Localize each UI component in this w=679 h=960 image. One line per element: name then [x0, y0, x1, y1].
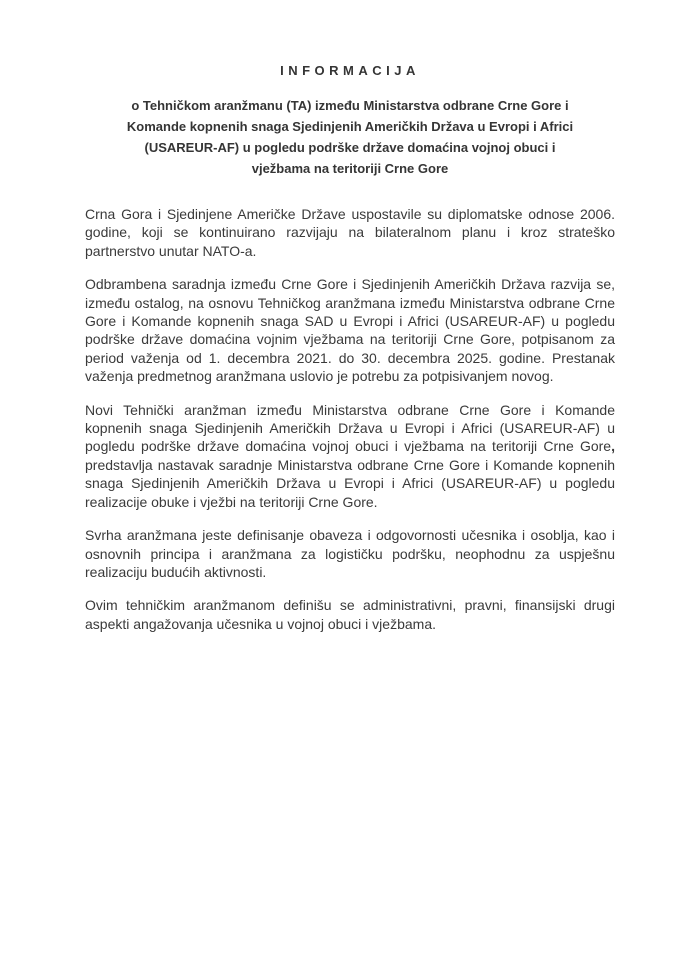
paragraph-defense-cooperation: Odbrambena saradnja između Crne Gore i Sjedinjenih Američkih Država razvija se, između ostalog, na osnovu Tehničkog aranžmana između Ministarstva odbrane Crne Gore i Komande kopnenih snaga SAD u Evropi i Africi (USAREUR-AF) u pogledu podrške države domaćina vojnim vježbama na teritoriji Crne Gore, potpisanom za period važenja od 1. decembra 2021. do 30. decembra 2025. godine. Prestanak važenja predmetnog aranžmana uslovio je potrebu za potpisivanjem novog. [85, 276, 615, 385]
subtitle-line-3: (USAREUR-AF) u pogledu podrške države domaćina vojnoj obuci i [144, 140, 556, 155]
paragraph-defined-aspects: Ovim tehničkim aranžmanom definišu se administrativni, pravni, finansijski drugi aspekti angažovanja učesnika u vojnoj obuci i vježbama. [85, 597, 615, 632]
subtitle-line-4: vježbama na teritoriji Crne Gore [251, 161, 449, 176]
paragraph-new-arrangement-continuation: predstavlja nastavak saradnje Ministarstva odbrane Crne Gore i Komande kopnenih snaga Sjedinjenih Američkih Država u Evropi i Africi (USAREUR-AF) u pogledu realizacije obuke i vježbi na teritoriji Crne Gore. [85, 456, 615, 510]
paragraph-new-arrangement [85, 401, 615, 511]
document-body [0, 205, 679, 633]
paragraph-purpose: Svrha aranžmana jeste definisanje obaveza i odgovornosti učesnika i osoblja, kao i osnovnih principa i aranžmana za logističku podršku, neophodnu za uspješnu realizaciju budućih aktivnosti. [85, 527, 615, 580]
document-subtitle [0, 95, 679, 179]
paragraph-new-arrangement-text: Novi Tehnički aranžman između Ministarstva odbrane Crne Gore i Komande kopnenih snaga Sjedinjenih Američkih Država u Evropi i Africi (USAREUR-AF) u pogledu podrške države domaćina vojnoj obuci i vježbama na teritoriji Crne Gore [85, 401, 615, 455]
subtitle-line-2: Komande kopnenih snaga Sjedinjenih Američkih Država u Evropi i Africi [126, 119, 574, 134]
document-title: INFORMACIJA [280, 63, 420, 78]
paragraph-diplomatic-relations: Crna Gora i Sjedinjene Američke Države uspostavile su diplomatske odnose 2006. godine, koji se kontinuirano razvijaju na bilateralnom planu i kroz strateško partnerstvo unutar NATO-a. [85, 206, 615, 259]
paragraph-new-arrangement-bold-comma: , [611, 438, 615, 455]
subtitle-line-1: o Tehničkom aranžmanu (TA) između Ministarstva odbrane Crne Gore i [131, 98, 569, 113]
